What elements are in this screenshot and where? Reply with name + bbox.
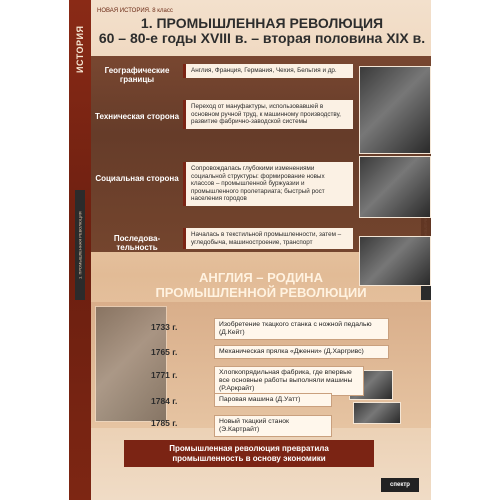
timeline-year: 1771 г.	[151, 370, 178, 380]
poster	[69, 0, 431, 500]
row-social	[91, 158, 431, 218]
row-label: Социальная сторона	[95, 174, 179, 183]
series-title: ИСТОРИЯ	[75, 25, 85, 73]
publisher-logo: спектр	[381, 478, 419, 492]
row-label: Техническая сторона	[95, 112, 180, 121]
timeline-event: Механическая прялка «Дженни» (Д.Харгривс)	[214, 345, 389, 359]
workers-photo	[359, 156, 431, 218]
row-label: Географические границы	[104, 66, 170, 84]
conclusion-line-2: промышленность в основу экономики	[172, 454, 326, 463]
factory-photo	[359, 66, 431, 154]
timeline-event: Паровая машина (Д.Уатт)	[214, 393, 332, 407]
title-line-2: 60 – 80-е годы XVIII в. – вторая половина XIX в.	[98, 30, 426, 46]
section-title-line-1: АНГЛИЯ – РОДИНА	[199, 270, 323, 285]
timeline-event: Изобретение ткацкого станка с ножной педалью (Д.Кейт)	[214, 318, 389, 340]
timeline-event: Новый ткацкий станок (Э.Картрайт)	[214, 415, 332, 437]
conclusion-line-1: Промышленная революция превратила	[169, 444, 329, 453]
timeline-event: Хлопкопрядильная фабрика, где впервые все основные работы выполняли машины (Р.Аркрайт)	[214, 366, 364, 396]
section-title	[91, 270, 431, 300]
row-technical	[91, 96, 431, 146]
row-text: Началась в текстильной промышленности, затем – угледобыча, машиностроение, транспорт	[183, 228, 353, 249]
timeline-year: 1733 г.	[151, 322, 178, 332]
row-text: Англия, Франция, Германия, Чехия, Бельгия и др.	[183, 64, 353, 78]
timeline-year: 1785 г.	[151, 418, 178, 428]
row-text: Сопровождалась глубокими изменениями социальной структуры: формирование новых классов – промышленной буржуазии и промышленного пролетариата; быстрый рост населения городов	[183, 162, 353, 206]
row-label: Последова-тельность	[113, 234, 161, 252]
timeline-year: 1784 г.	[151, 396, 178, 406]
row-text: Переход от мануфактуры, использовавшей в основном ручной труд, к машинному производству, развитие фабрично-заводской системы	[183, 100, 353, 129]
poster-title	[97, 16, 427, 46]
timeline-year: 1765 г.	[151, 347, 178, 357]
steam-engine-photo	[353, 402, 401, 424]
side-strip	[69, 0, 91, 500]
section-title-line-2: ПРОМЫШЛЕННОЙ РЕВОЛЮЦИИ	[155, 285, 367, 300]
title-line-1: 1. ПРОМЫШЛЕННАЯ РЕВОЛЮЦИЯ	[140, 15, 384, 31]
series-subtitle: 1. ПРОМЫШЛЕННАЯ РЕВОЛЮЦИЯ	[75, 190, 85, 300]
grade-header: НОВАЯ ИСТОРИЯ. 8 класс	[97, 8, 173, 14]
conclusion-box	[124, 440, 374, 467]
row-sequence	[91, 224, 431, 268]
